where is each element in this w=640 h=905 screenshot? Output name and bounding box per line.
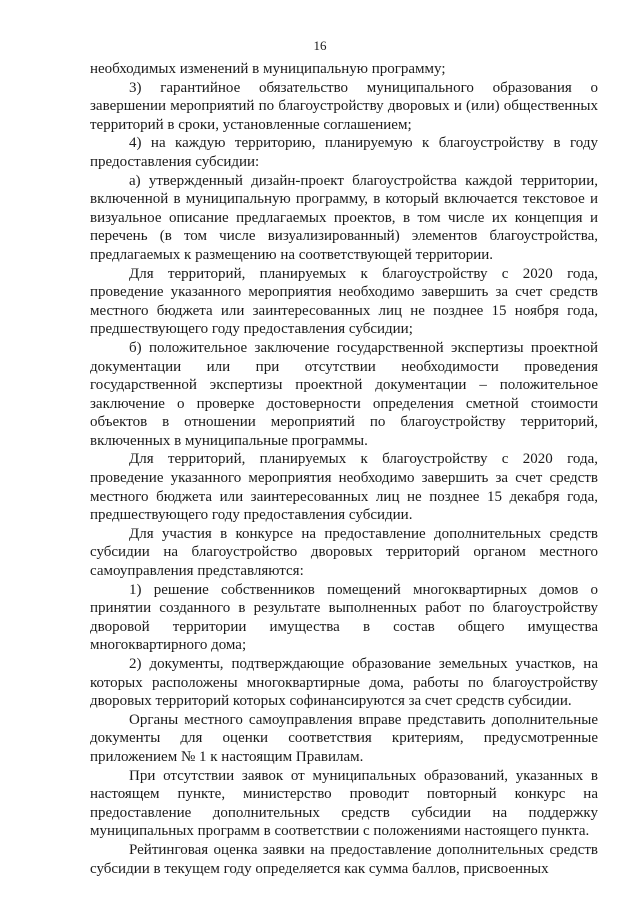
document-body — [90, 60, 598, 878]
paragraph-rating-score: Рейтинговая оценка заявки на предоставление дополнительных средств субсидии в текущем году определяется как сумма баллов, присвоенных — [90, 841, 598, 877]
paragraph-repeat-contest: При отсутствии заявок от муниципальных образований, указанных в настоящем пункте, министерство проводит повторный конкурс на предоставление дополнительных средств субсидии на поддержку муниципальных программ в соответствии с положениями настоящего пункта. — [90, 767, 598, 840]
paragraph-deadline-november: Для территорий, планируемых к благоустройству с 2020 года, проведение указанного мероприятия необходимо завершить за счет средств местного бюджета или заинтересованных лиц не позднее 15 ноября года, предшествующего году предоставления субсидии; — [90, 265, 598, 338]
page-number: 16 — [313, 38, 327, 53]
paragraph-subitem-b: б) положительное заключение государственной экспертизы проектной документации или при отсутствии необходимости проведения государственной экспертизы проектной документации – положительное заключение о проверке достоверности определения сметной стоимости объектов в отношении мероприятий по благоустройству территорий, включенных в муниципальные программы. — [90, 339, 598, 449]
paragraph-item-4: 4) на каждую территорию, планируемую к благоустройству в году предоставления субсидии: — [90, 135, 598, 170]
paragraph-land-documents: 2) документы, подтверждающие образование земельных участков, на которых расположены многоквартирные дома, работы по благоустройству дворовых территорий которых софинансируются за счет средств субсидии. — [90, 656, 598, 710]
paragraph-continuation: необходимых изменений в муниципальную программу; — [90, 61, 446, 77]
paragraph-contest-participation: Для участия в конкурсе на предоставление дополнительных средств субсидии на благоустройство дворовых территорий органом местного самоуправления представляются: — [90, 525, 598, 580]
paragraph-item-3: 3) гарантийное обязательство муниципального образования о завершении мероприятий по благоустройству дворовых и (или) общественных территорий в сроки, установленные соглашением; — [90, 79, 598, 133]
paragraph-subitem-a: а) утвержденный дизайн-проект благоустройства каждой территории, включенной в муниципальную программу, в который включается текстовое и визуальное описание предлагаемых проектов, в том числе их концепция и перечень (в том числе визуализированный) элементов благоустройства, предлагаемых к размещению на соответствующей территории. — [90, 172, 598, 263]
paragraph-deadline-december: Для территорий, планируемых к благоустройству с 2020 года, проведение указанного мероприятия необходимо завершить за счет средств местного бюджета или заинтересованных лиц не позднее 15 декабря года, предшествующего году предоставления субсидии. — [90, 451, 598, 524]
paragraph-additional-documents: Органы местного самоуправления вправе представить дополнительные документы для оценки соответствия критериям, предусмотренные приложением № 1 к настоящим Правилам. — [90, 711, 598, 765]
paragraph-owners-decision: 1) решение собственников помещений многоквартирных домов о принятии созданного в результате выполненных работ по благоустройству дворовой территории имущества в состав общего имущества многоквартирного дома; — [90, 581, 598, 654]
